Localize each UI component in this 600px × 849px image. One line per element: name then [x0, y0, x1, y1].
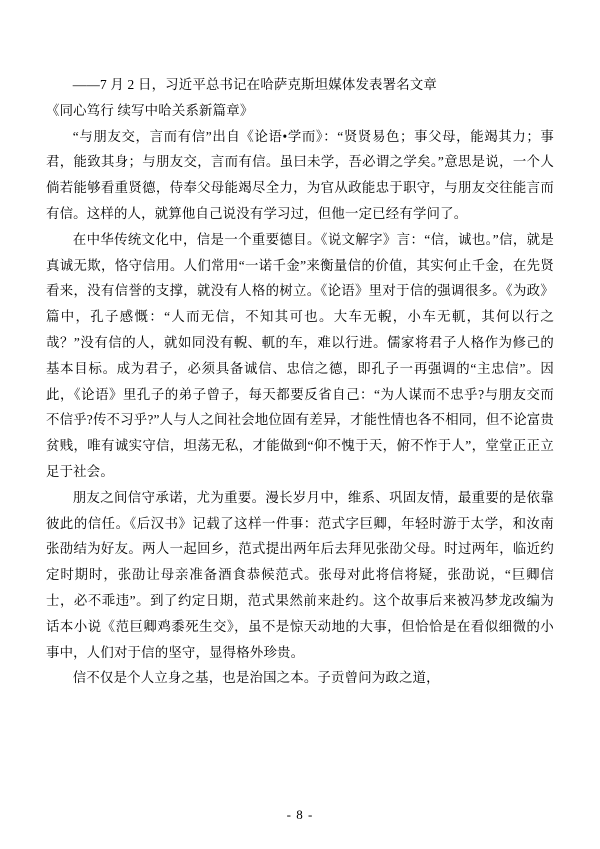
- paragraph-3: 朋友之间信守承诺，尤为重要。漫长岁月中，维系、巩固友情，最重要的是依靠彼此的信任。《后汉书》记载了这样一件事：范式字巨卿，年轻时游于太学，和汝南张劭结为好友。两人一起回乡，范式提出两年后去拜见张劭父母。时过两年，临近约定时期时，张劭让母亲准备酒食恭候范式。张母对此将信将疑，张劭说，“巨卿信士，必不乖违”。到了约定日期，范式果然前来赴约。这个故事后来被冯梦龙改编为话本小说《范巨卿鸡黍死生交》，虽不是惊天动地的大事，但恰恰是在看似细微的小事中，人们对于信的坚守，显得格外珍贵。: [46, 489, 554, 660]
- paragraph-2: 在中华传统文化中，信是一个重要德目。《说文解字》言：“信，诚也。”信，就是真诚无欺，恪守信用。人们常用“一诺千金”来衡量信的价值，其实何止千金，在先贤看来，没有信誉的支撑，就没有人格的树立。《论语》里对于信的强调很多。《为政》篇中，孔子感慨：“人而无信，不知其可也。大车无輗，小车无軏，其何以行之哉？”没有信的人，就如同没有輗、軏的车，难以行进。儒家将君子人格作为修己的基本目标。成为君子，必须具备诚信、忠信之德，即孔子一再强调的“主忠信”。因此，《论语》里孔子的弟子曾子，每天都要反省自己：“为人谋而不忠乎?与朋友交而不信乎?传不习乎?”人与人之间社会地位固有差异，才能性情也各不相同，但不论富贵贫贱，唯有诚实守信，坦荡无私，才能做到“仰不愧于天，俯不怍于人”，堂堂正正立足于社会。: [46, 231, 554, 479]
- paragraph-1: “与朋友交，言而有信”出自《论语•学而》：“贤贤易色；事父母，能竭其力；事君，能致其身；与朋友交，言而有信。虽曰未学，吾必谓之学矣。”意思是说，一个人倘若能够看重贤德，侍奉父母能竭尽全力，为官从政能忠于职守，与朋友交往能言而有信。这样的人，就算他自己说没有学习过，但他一定已经有学问了。: [46, 128, 554, 221]
- document-body: [46, 72, 554, 691]
- source-attribution-line-2: 《同心笃行 续写中哈关系新篇章》: [46, 102, 254, 118]
- source-attribution-line-1: ——7 月 2 日，习近平总书记在哈萨克斯坦媒体发表署名文章: [72, 77, 437, 92]
- page-number: - 8 -: [286, 807, 314, 822]
- paragraph-4: 信不仅是个人立身之基，也是治国之本。子贡曾问为政之道，: [72, 670, 440, 686]
